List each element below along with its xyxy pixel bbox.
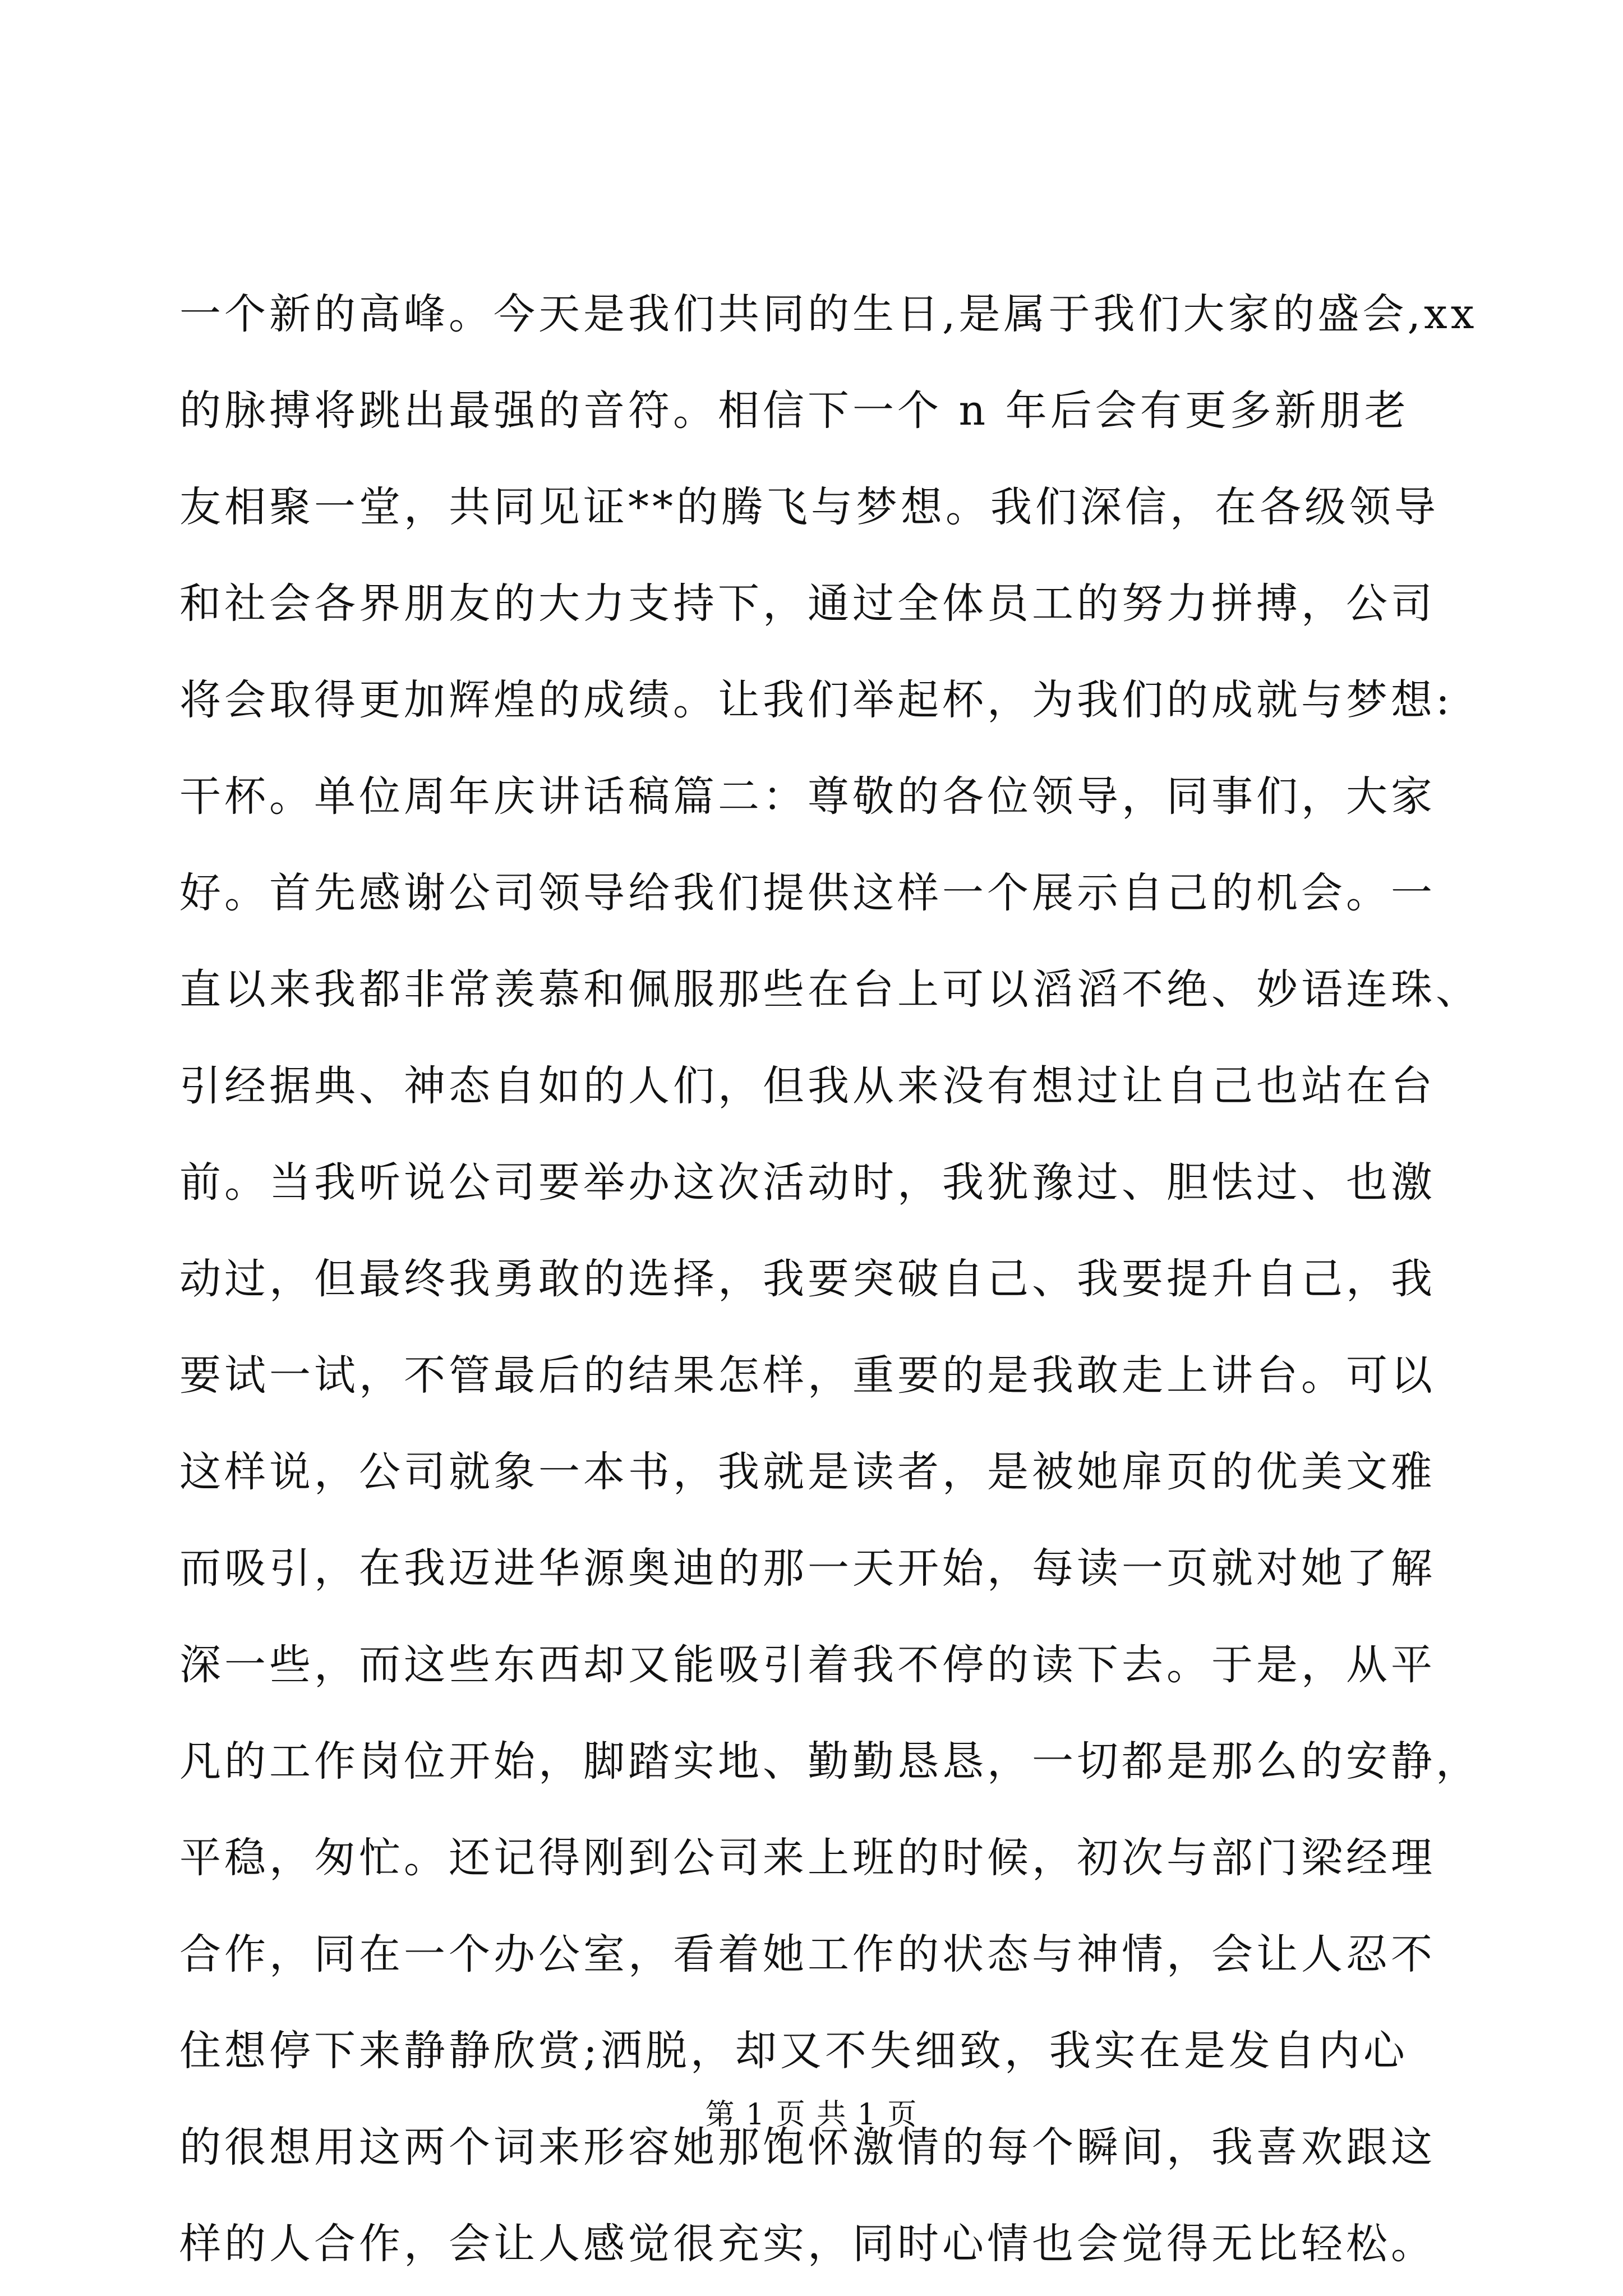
text-line: 一个新的高峰。今天是我们共同的生日,是属于我们大家的盛会,xx [179,290,1478,338]
text-line: 干杯。单位周年庆讲话稿篇二：尊敬的各位领导，同事们，大家 [179,772,1436,821]
text-line: 要试一试，不管最后的结果怎样，重要的是我敢走上讲台。可以 [179,1351,1436,1400]
text-line: 好。首先感谢公司领导给我们提供这样一个展示自己的机会。一 [179,869,1436,917]
text-line: 的很想用这两个词来形容她那饱怀激情的每个瞬间，我喜欢跟这 [179,2123,1436,2171]
text-line: 住想停下来静静欣赏;洒脱，却又不失细致，我实在是发自内心 [179,2027,1408,2075]
text-line: 将会取得更加辉煌的成绩。让我们举起杯，为我们的成就与梦想: [179,676,1453,724]
text-line: 友相聚一堂，共同见证**的腾飞与梦想。我们深信，在各级领导 [179,483,1439,531]
body-text [179,266,1481,2292]
text-line: 前。当我听说公司要举办这次活动时，我犹豫过、胆怯过、也激 [179,1158,1436,1207]
text-line: 样的人合作，会让人感觉很充实，同时心情也会觉得无比轻松。 [179,2220,1436,2268]
text-line: 而吸引，在我迈进华源奥迪的那一天开始，每读一页就对她了解 [179,1544,1436,1593]
text-line: 深一些，而这些东西却又能吸引着我不停的读下去。于是，从平 [179,1641,1436,1689]
text-line: 直以来我都非常羡慕和佩服那些在台上可以滔滔不绝、妙语连珠、 [179,965,1481,1014]
text-line: 凡的工作岗位开始，脚踏实地、勤勤恳恳，一切都是那么的安静， [179,1737,1481,1786]
text-line: 和社会各界朋友的大力支持下，通过全体员工的努力拼搏，公司 [179,579,1436,628]
text-line: 动过，但最终我勇敢的选择，我要突破自己、我要提升自己，我 [179,1255,1436,1303]
page-number-footer: 第 1 页 共 1 页 [705,2098,918,2132]
text-line: 引经据典、神态自如的人们，但我从来没有想过让自己也站在台 [179,1062,1436,1110]
text-line: 平稳，匆忙。还记得刚到公司来上班的时候，初次与部门梁经理 [179,1834,1436,1882]
text-line: 的脉搏将跳出最强的音符。相信下一个 n 年后会有更多新朋老 [179,386,1409,435]
text-line: 合作，同在一个办公室，看着她工作的状态与神情，会让人忍不 [179,1930,1436,1978]
text-line: 这样说，公司就象一本书，我就是读者，是被她扉页的优美文雅 [179,1448,1436,1496]
